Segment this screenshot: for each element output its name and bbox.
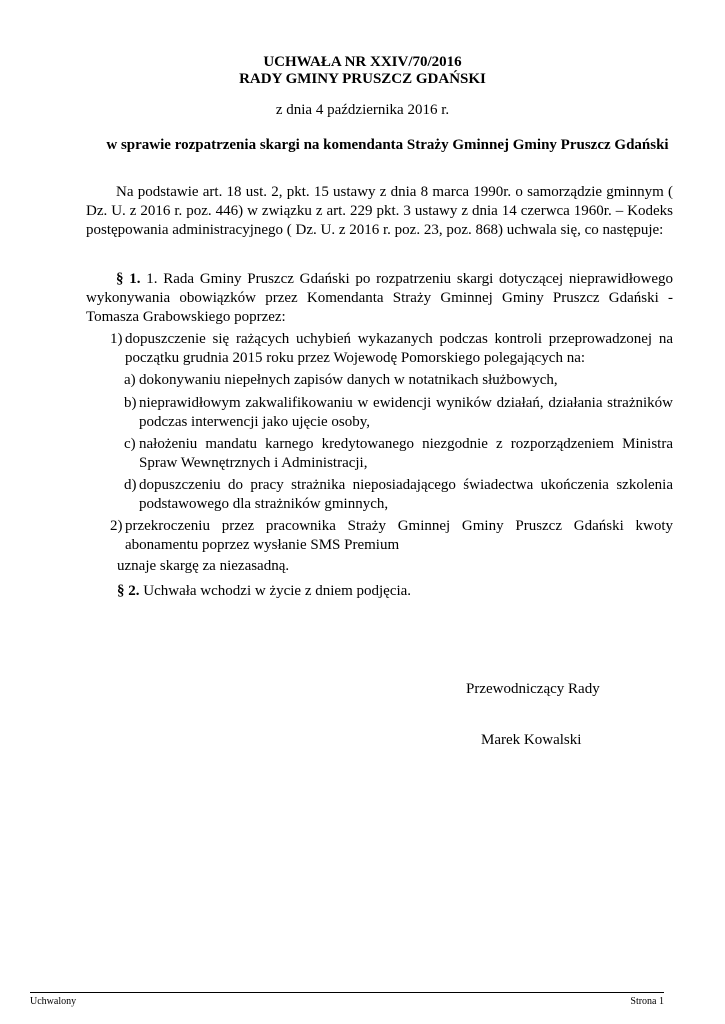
footer-status: Uchwalony [30,996,77,1007]
list-item [124,394,673,432]
resolution-subject: w sprawie rozpatrzenia skargi na komendanta Straży Gminnej Gminy Pruszcz Gdański [106,137,669,153]
list-item-text: nieprawidłowym zakwalifikowaniu w ewidencji wyników działań, działania strażników podczas interwencji jako ujęcie osoby, [139,395,673,430]
signature-name: Marek Kowalski [481,732,582,748]
section-2-mark: § 2. [117,583,140,599]
list-item-text: nałożeniu mandatu karnego kredytowanego niezgodnie z rozporządzeniem Ministra Spraw Wewnętrznych i Administracji, [139,436,673,471]
list-item-number: c) [124,436,136,452]
list-item-number: 1) [110,331,123,347]
list-item-number: 2) [110,518,123,534]
resolution-date: z dnia 4 października 2016 r. [275,102,450,118]
list-item-text: dokonywaniu niepełnych zapisów danych w notatnikach służbowych, [139,372,558,388]
list-item-number: d) [124,477,137,493]
list-item [124,435,673,473]
list-item [110,330,673,368]
section-1-conclusion: uznaje skargę za niezasadną. [117,558,290,574]
list-item [110,517,673,555]
resolution-number: UCHWAŁA NR XXIV/70/2016 [263,54,462,70]
section-2-text: Uchwała wchodzi w życie z dniem podjęcia. [139,583,412,599]
section-2 [117,582,673,601]
section-1-text: 1. Rada Gminy Pruszcz Gdański po rozpatrzeniu skargi dotyczącej nieprawidłowego wykonywania obowiązków przez Komendanta Straży Gminnej Gminy Pruszcz Gdański - Tomasza Grabowskiego poprzez: [86,271,674,325]
footer-divider [30,992,664,993]
section-1-mark: § 1. [116,271,141,287]
list-item-text: przekroczeniu przez pracownika Straży Gminnej Gminy Pruszcz Gdański kwoty abonamentu poprzez wysłanie SMS Premium [125,518,673,553]
footer-page-number: Strona 1 [630,996,664,1007]
list-item [124,371,673,390]
signature-role: Przewodniczący Rady [466,681,600,697]
council-name: RADY GMINY PRUSZCZ GDAŃSKI [239,71,486,87]
list-item-number: a) [124,372,136,388]
list-item-text: dopuszczenie się rażących uchybień wykazanych podczas kontroli przeprowadzonej na początku grudnia 2015 roku przez Wojewodę Pomorskiego polegających na: [125,331,673,366]
preamble: Na podstawie art. 18 ust. 2, pkt. 15 ustawy z dnia 8 marca 1990r. o samorządzie gminnym ( Dz. U. z 2016 r. poz. 446) w związku z art. 229 pkt. 3 ustawy z dnia 14 czerwca 1960r. – Kodeks postępowania administracyjnego ( Dz. U. z 2016 r. poz. 23, poz. 868) uchwala się, co następuje: [86,184,673,238]
list-item [124,476,673,514]
list-item-text: dopuszczeniu do pracy strażnika nieposiadającego świadectwa ukończenia szkolenia podstawowego dla strażników gminnych, [139,477,673,512]
list-item-number: b) [124,395,137,411]
section-1-intro [86,270,673,327]
